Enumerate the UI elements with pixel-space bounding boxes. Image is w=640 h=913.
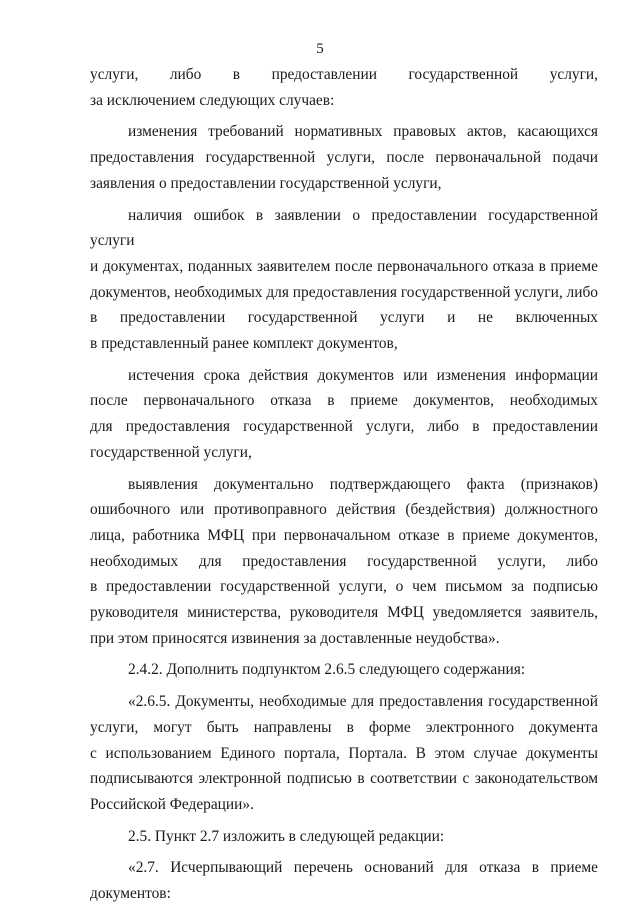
text-line: документов, необходимых для предоставления государственной услуги, либо <box>90 283 598 301</box>
text-line: Российской Федерации». <box>90 795 254 813</box>
document-body <box>90 62 598 913</box>
paragraph <box>90 472 598 652</box>
paragraph <box>90 62 598 113</box>
paragraph <box>90 119 598 196</box>
text-line: заявления о предоставлении государственной услуги, <box>90 174 442 192</box>
text-line: ошибочного или противоправного действия (бездействия) должностного <box>90 501 598 519</box>
text-line: и документах, поданных заявителем после первоначального отказа в приеме <box>90 257 598 275</box>
text-line: документов: <box>90 885 171 903</box>
text-line: «2.7. Исчерпывающий перечень оснований для отказа в приеме <box>128 859 598 877</box>
text-line: наличия ошибок в заявлении о предоставлении государственной услуги <box>90 206 598 250</box>
text-line: в представленный ранее комплект документов, <box>90 335 398 353</box>
text-line: услуги, либо в предоставлении государственной услуги, <box>90 66 598 83</box>
paragraph <box>90 657 598 683</box>
text-line: предоставления государственной услуги, после первоначальной подачи <box>90 149 598 167</box>
page-number: 5 <box>316 41 324 57</box>
text-line: лица, работника МФЦ при первоначальном отказе в приеме документов, <box>90 526 598 544</box>
text-line: истечения срока действия документов или изменения информации <box>128 366 598 384</box>
text-line: необходимых для предоставления государственной услуги, либо <box>90 552 598 570</box>
text-line: руководителя министерства, руководителя МФЦ уведомляется заявитель, <box>90 604 598 622</box>
text-line: услуги, могут быть направлены в форме электронного документа <box>90 718 598 736</box>
text-line: после первоначального отказа в приеме документов, необходимых <box>90 392 598 410</box>
paragraph <box>90 203 598 357</box>
text-line: в предоставлении государственной услуги и не включенных <box>90 309 598 327</box>
text-line: с использованием Единого портала, Портала. В этом случае документы <box>90 744 598 762</box>
text-line: в предоставлении государственной услуги, о чем письмом за подписью <box>90 578 598 596</box>
text-line: выявления документально подтверждающего факта (признаков) <box>128 475 598 493</box>
paragraph <box>90 855 598 906</box>
text-line: 2.4.2. Дополнить подпунктом 2.6.5 следующего содержания: <box>128 661 526 679</box>
paragraph <box>90 824 598 850</box>
text-line: при этом приносятся извинения за доставленные неудобства». <box>90 629 500 647</box>
text-line: изменения требований нормативных правовых актов, касающихся <box>128 123 598 141</box>
paragraph <box>90 689 598 818</box>
text-line: государственной услуги, <box>90 443 252 461</box>
text-line: «2.6.5. Документы, необходимые для предоставления государственной <box>128 693 598 711</box>
text-line: для предоставления государственной услуги, либо в предоставлении <box>90 418 598 436</box>
text-line: 2.5. Пункт 2.7 изложить в следующей редакции: <box>128 827 445 845</box>
paragraph <box>90 363 598 466</box>
text-line: за исключением следующих случаев: <box>90 91 335 109</box>
text-line: подписываются электронной подписью в соответствии с законодательством <box>90 770 598 788</box>
